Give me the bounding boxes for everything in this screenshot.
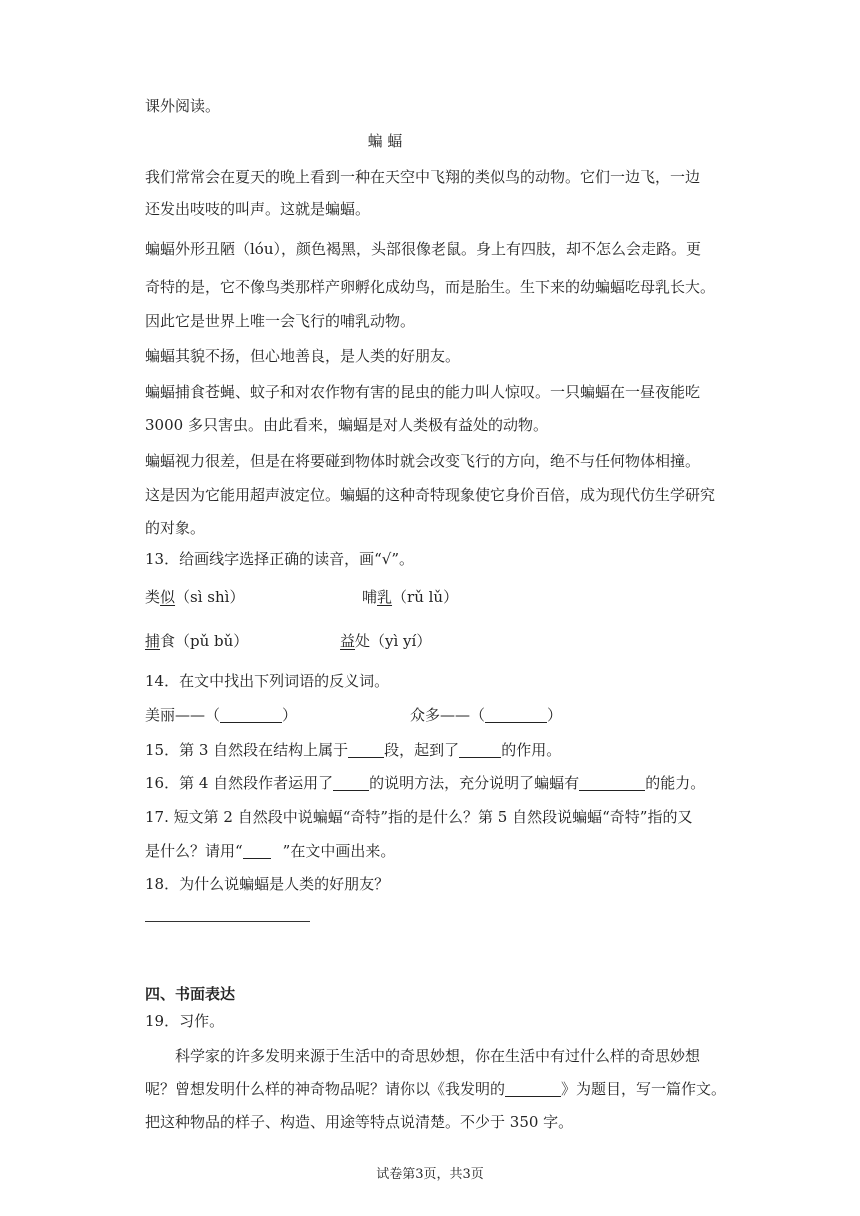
q13-item-4 (340, 630, 431, 651)
q14-right (410, 704, 562, 725)
q14-right-close: ） (547, 706, 563, 724)
question-14-stem: 14．在文中找出下列词语的反义词。 (145, 672, 390, 690)
q13-item-1-post: （sì shì） (175, 588, 245, 606)
passage-line: 因此它是世界上唯一会飞行的哺乳动物。 (145, 312, 416, 330)
q14-right-blank[interactable] (485, 708, 547, 723)
passage-line: 还发出吱吱的叫声。这就是蝙蝠。 (145, 200, 371, 218)
q13-item-1-pre: 类 (145, 588, 161, 606)
page-footer: 试卷第3页，共3页 (376, 1167, 484, 1182)
q13-item-1 (145, 586, 244, 607)
q17-part-a: 是什么？请用“ (145, 842, 243, 860)
q15-part-c: 的作用。 (501, 741, 562, 759)
q13-item-3-post: 食（pǔ bǔ） (160, 632, 249, 650)
q15-blank-2[interactable] (459, 743, 501, 758)
passage-line: 蝙蝠其貌不扬，但心地善良，是人类的好朋友。 (145, 347, 461, 365)
q14-left-word: 美丽——（ (145, 706, 221, 724)
passage-line: 奇特的是，它不像鸟类那样产卵孵化成幼鸟，而是胎生。生下来的幼蝙蝠吃母乳长大。 (145, 278, 716, 296)
passage-line: 3000 多只害虫。由此看来，蝙蝠是对人类极有益处的动物。 (145, 416, 548, 434)
q16-part-a: 16．第 4 自然段作者运用了 (145, 774, 334, 792)
q14-left-blank[interactable] (220, 708, 282, 723)
q13-item-2-pre: 哺 (362, 588, 378, 606)
passage-line: 蝙蝠捕食苍蝇、蚊子和对农作物有害的昆虫的能力叫人惊叹。一只蝙蝠在一昼夜能吃 (145, 383, 701, 401)
q19-line-2 (145, 1078, 726, 1099)
passage-line: 这是因为它能用超声波定位。蝙蝠的这种奇特现象使它身价百倍，成为现代仿生学研究 (145, 486, 716, 504)
passage-line: 蝙蝠视力很差，但是在将要碰到物体时就会改变飞行的方向，绝不与任何物体相撞。 (145, 452, 701, 470)
question-18-stem: 18．为什么说蝙蝠是人类的好朋友？ (145, 875, 390, 893)
q13-item-2-char: 乳 (377, 588, 393, 606)
q15-part-b: 段，起到了 (384, 741, 460, 759)
q19-title-blank[interactable] (505, 1082, 561, 1097)
q19-line-1: 科学家的许多发明来源于生活中的奇思妙想，你在生活中有过什么样的奇思妙想 (175, 1047, 701, 1065)
question-17-line-1: 17. 短文第 2 自然段中说蝙蝠“奇特”指的是什么？第 5 自然段说蝙蝠“奇特”指的又 (145, 808, 693, 826)
q17-part-b: ”在文中画出来。 (282, 842, 396, 860)
q13-item-2-post: （rǔ lǔ） (392, 588, 459, 606)
q16-blank-1[interactable] (333, 776, 369, 791)
question-17-line-2 (145, 840, 395, 861)
q15-blank-1[interactable] (348, 743, 384, 758)
q18-answer-line[interactable] (145, 921, 310, 922)
q14-left (145, 704, 297, 725)
q19-line-3: 把这种物品的样子、构造、用途等特点说清楚。不少于 350 字。 (145, 1113, 574, 1131)
q16-part-c: 的能力。 (645, 774, 706, 792)
passage-line: 的对象。 (145, 519, 206, 537)
section-4-title: 四、书面表达 (145, 985, 236, 1003)
q13-item-4-char: 益 (340, 632, 356, 650)
passage-line: 蝙蝠外形丑陋（lóu），颜色褐黑，头部很像老鼠。身上有四肢，却不怎么会走路。更 (145, 240, 701, 258)
q14-left-close: ） (282, 706, 298, 724)
question-13-stem: 13．给画线字选择正确的读音，画“√”。 (145, 550, 414, 568)
q16-part-b: 的说明方法，充分说明了蝙蝠有 (369, 774, 580, 792)
q13-item-3-char: 捕 (145, 632, 161, 650)
q16-blank-2[interactable] (579, 776, 645, 791)
question-16 (145, 772, 705, 793)
question-19-stem: 19．习作。 (145, 1012, 225, 1030)
q14-right-word: 众多——（ (410, 706, 486, 724)
q13-item-2 (362, 586, 458, 607)
q19-line-2-part-b: 》为题目，写一篇作文。 (561, 1080, 727, 1098)
passage-line: 我们常常会在夏天的晚上看到一种在天空中飞翔的类似鸟的动物。它们一边飞，一边 (145, 168, 701, 186)
q13-item-1-char: 似 (160, 588, 176, 606)
q19-line-2-part-a: 呢？曾想发明什么样的神奇物品呢？请你以《我发明的 (145, 1080, 506, 1098)
section-intro: 课外阅读。 (145, 97, 221, 115)
q17-underline-sample (243, 844, 271, 859)
q13-item-4-post: 处（yì yí） (355, 632, 432, 650)
q13-item-3 (145, 630, 248, 651)
question-15 (145, 739, 561, 760)
passage-title: 蝙 蝠 (367, 132, 403, 150)
q15-part-a: 15．第 3 自然段在结构上属于 (145, 741, 349, 759)
